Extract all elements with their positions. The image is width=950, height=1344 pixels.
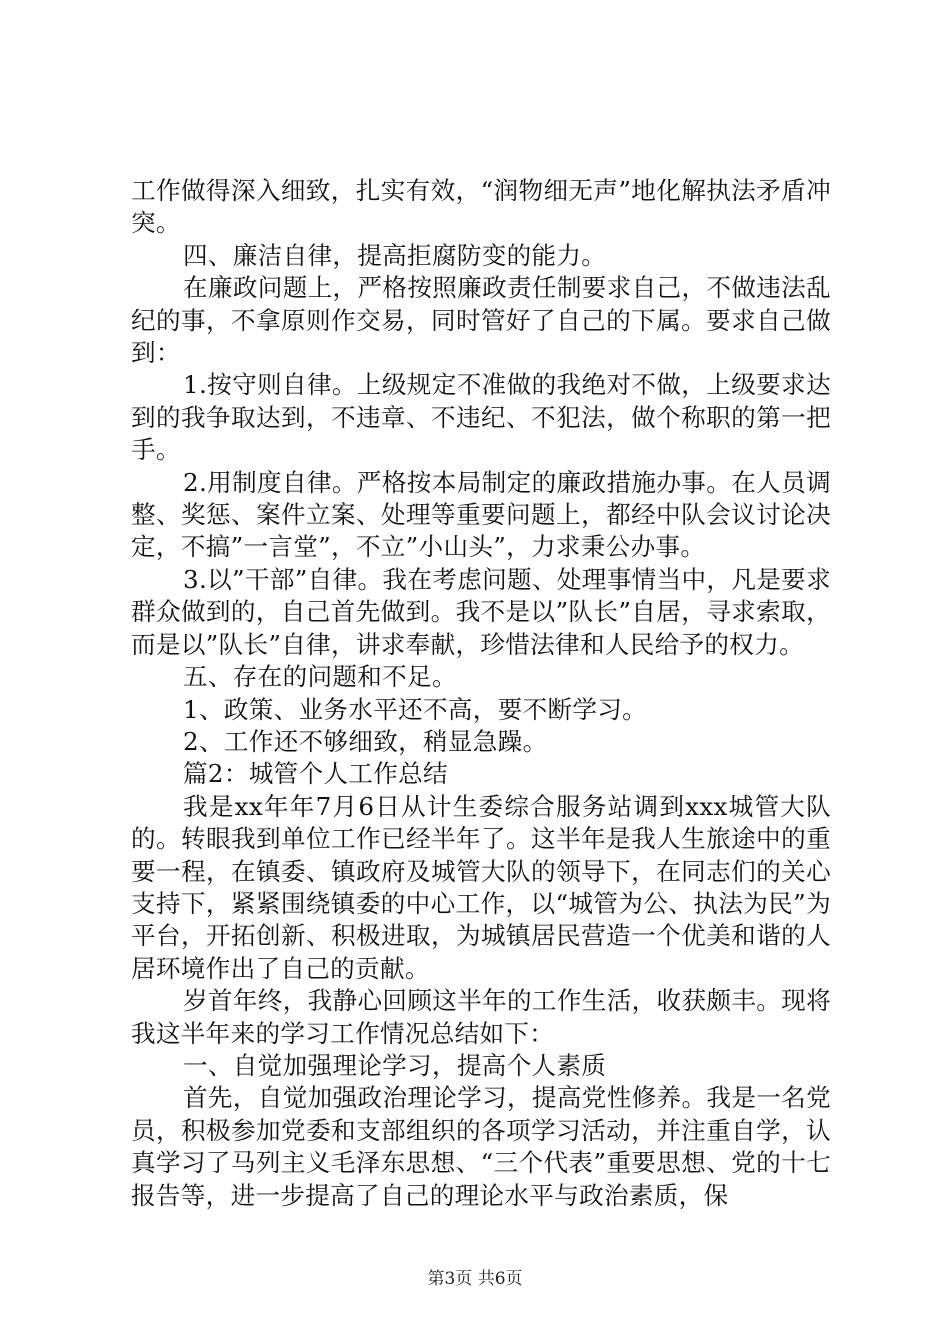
paragraph: 我是xx年年7月6日从计生委综合服务站调到xxx城管大队的。转眼我到单位工作已经半年了。这半年是我人生旅途中的重要一程，在镇委、镇政府及城管大队的领导下，在同志们的关心支持下，紧紧围绕镇委的中心工作，以“城管为公、执法为民”为平台，开拓创新、积极进取，为城镇居民营造一个优美和谐的人居环境作出了自己的贡献。: [131, 791, 831, 983]
paragraph: 在廉政问题上，严格按照廉政责任制要求自己，不做违法乱纪的事，不拿原则作交易，同时管好了自己的下属。要求自己做到：: [131, 273, 831, 368]
article-title: 篇2：城管个人工作总结: [183, 759, 448, 789]
section-heading: 四、廉洁自律，提高拒腐防变的能力。: [183, 240, 607, 270]
list-item: 2.用制度自律。严格按本局制定的廉政措施办事。在人员调整、奖惩、案件立案、处理等重要问题上，都经中队会议讨论决定，不搞”一言堂”，不立”小山头”，力求秉公办事。: [131, 467, 831, 562]
section-heading: 一、自觉加强理论学习，提高个人素质: [183, 1050, 607, 1080]
list-item: 2、工作还不够细致，稍显急躁。: [183, 726, 548, 756]
paragraph: 工作做得深入细致，扎实有效，“润物细无声”地化解执法矛盾冲突。: [131, 176, 831, 238]
paragraph: 岁首年终，我静心回顾这半年的工作生活，收获颇丰。现将我这半年来的学习工作情况总结如下：: [131, 986, 831, 1048]
page-footer: [0, 1268, 950, 1290]
paragraph: 首先，自觉加强政治理论学习，提高党性修养。我是一名党员，积极参加党委和支部组织的各项学习活动，并注重自学，认真学习了马列主义毛泽东思想、“三个代表”重要思想、党的十七报告等，进一步提高了自己的理论水平与政治素质，保: [131, 1083, 831, 1210]
document-body: [131, 175, 831, 1212]
page-number-label: 第3页 共6页: [427, 1269, 523, 1289]
list-item: 3.以”干部”自律。我在考虑问题、处理事情当中，凡是要求群众做到的，自己首先做到。我不是以”队长”自居，寻求索取，而是以”队长”自律，讲求奉献，珍惜法律和人民给予的权力。: [131, 564, 831, 659]
list-item: 1、政策、业务水平还不高，要不断学习。: [183, 694, 648, 724]
list-item: 1.按守则自律。上级规定不准做的我绝对不做，上级要求达到的我争取达到，不违章、不违纪、不犯法，做个称职的第一把手。: [131, 370, 831, 465]
section-heading: 五、存在的问题和不足。: [183, 662, 457, 692]
